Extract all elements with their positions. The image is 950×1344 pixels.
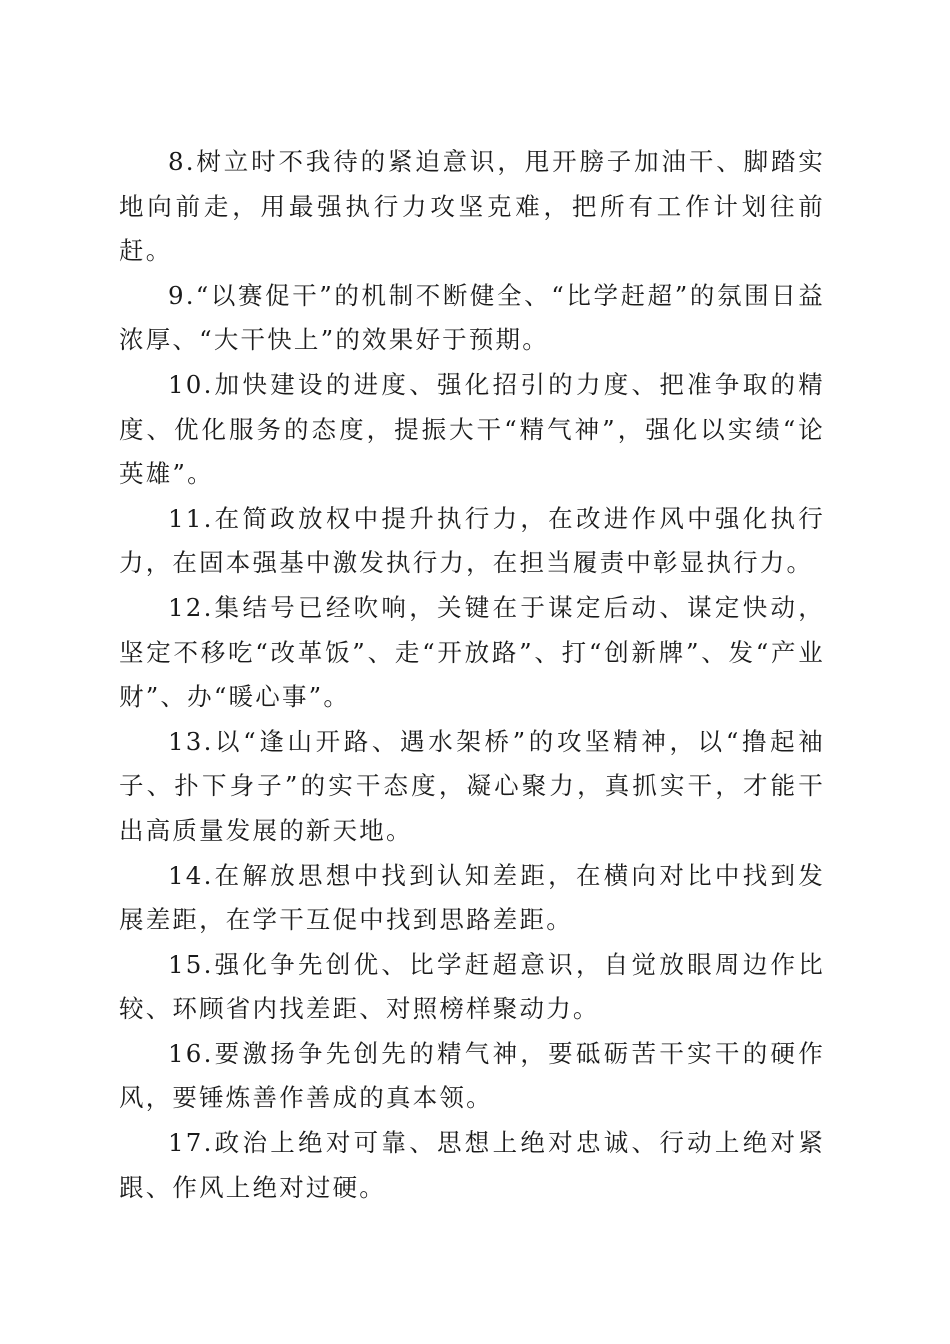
paragraph-10: 10.加快建设的进度、强化招引的力度、把准争取的精度、优化服务的态度，提振大干“精气神”，强化以实绩“论英雄”。 [119, 369, 825, 489]
paragraph-16: 16.要激扬争先创先的精气神，要砥砺苦干实干的硬作风，要锤炼善作善成的真本领。 [119, 1038, 825, 1113]
paragraph-14: 14.在解放思想中找到认知差距，在横向对比中找到发展差距，在学干互促中找到思路差距。 [119, 860, 825, 935]
paragraph-11: 11.在简政放权中提升执行力，在改进作风中强化执行力，在固本强基中激发执行力，在担当履责中彰显执行力。 [119, 503, 825, 578]
paragraph-9: 9.“以赛促干”的机制不断健全、“比学赶超”的氛围日益浓厚、“大干快上”的效果好于预期。 [119, 280, 825, 355]
paragraph-17: 17.政治上绝对可靠、思想上绝对忠诚、行动上绝对紧跟、作风上绝对过硬。 [119, 1128, 825, 1202]
document-body [119, 140, 825, 1210]
paragraph-12: 12.集结号已经吹响，关键在于谋定后动、谋定快动，坚定不移吃“改革饭”、走“开放路”、打“创新牌”、发“产业财”、办“暖心事”。 [119, 592, 825, 712]
paragraph-15: 15.强化争先创优、比学赶超意识，自觉放眼周边作比较、环顾省内找差距、对照榜样聚动力。 [119, 949, 825, 1024]
paragraph-8: 8.树立时不我待的紧迫意识，甩开膀子加油干、脚踏实地向前走，用最强执行力攻坚克难，把所有工作计划往前赶。 [119, 147, 825, 266]
paragraph-13: 13.以“逢山开路、遇水架桥”的攻坚精神，以“撸起袖子、扑下身子”的实干态度，凝心聚力，真抓实干，才能干出高质量发展的新天地。 [119, 726, 825, 845]
